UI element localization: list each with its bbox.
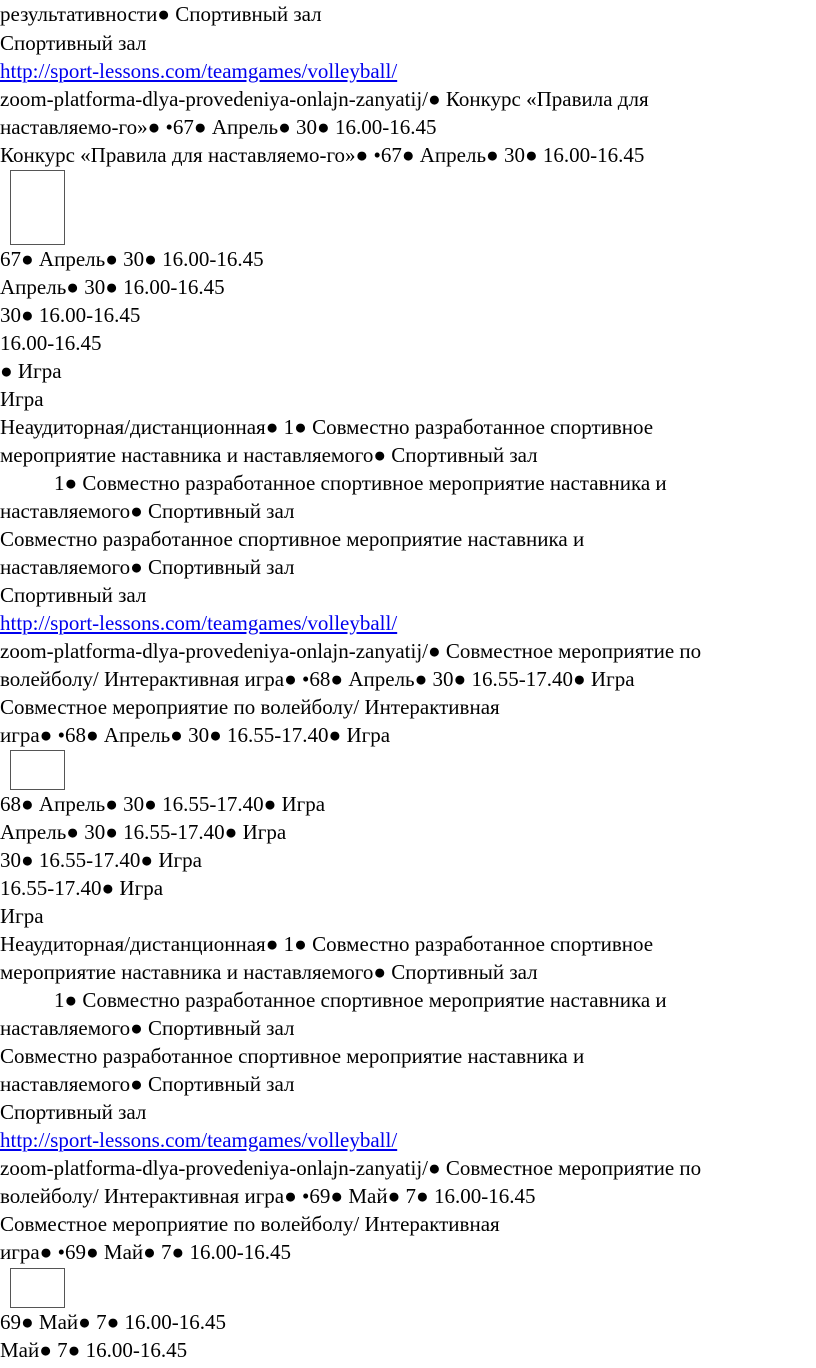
text-line: Апрель● 30● 16.00-16.45 [0,275,225,299]
volleyball-link[interactable]: http://sport-lessons.com/teamgames/volleyball/ [0,59,398,83]
text-line: Конкурс «Правила для наставляемо-го»● •67● Апрель● 30● 16.00-16.45 [0,143,645,167]
text-line: мероприятие наставника и наставляемого● Спортивный зал [0,960,538,984]
text-line: игра● •68● Апрель● 30● 16.55-17.40● Игра [0,723,391,747]
text-line: волейболу/ Интерактивная игра● •68● Апрель● 30● 16.55-17.40● Игра [0,667,635,691]
text-line: Май● 7● 16.00-16.45 [0,1338,188,1362]
text-line: наставляемого● Спортивный зал [0,1016,295,1040]
text-line: Спортивный зал [0,31,147,55]
text-line: Совместное мероприятие по волейболу/ Интерактивная [0,1212,500,1236]
text-line: Совместно разработанное спортивное мероприятие наставника и [0,527,585,551]
text-line: 69● Май● 7● 16.00-16.45 [0,1310,227,1334]
text-line: Спортивный зал [0,1100,147,1124]
text-line: наставляемого● Спортивный зал [0,555,295,579]
text-line: Совместно разработанное спортивное мероприятие наставника и [0,1044,585,1068]
text-line: игра● •69● Май● 7● 16.00-16.45 [0,1240,291,1264]
text-line: Игра [0,904,44,928]
text-line: наставляемого● Спортивный зал [0,1072,295,1096]
text-line: 1● Совместно разработанное спортивное мероприятие наставника и [54,988,667,1012]
text-line: результативности● Спортивный зал [0,2,322,26]
image-placeholder [10,170,65,245]
text-line: ● Игра [0,359,62,383]
text-line: 16.55-17.40● Игра [0,876,164,900]
text-line: наставляемо-го»● •67● Апрель● 30● 16.00-16.45 [0,115,437,139]
text-line: zoom-platforma-dlya-provedeniya-onlajn-zanyatij/● Совместное мероприятие по [0,1156,702,1180]
text-line: волейболу/ Интерактивная игра● •69● Май● 7● 16.00-16.45 [0,1184,536,1208]
text-line: мероприятие наставника и наставляемого● Спортивный зал [0,443,538,467]
text-line: 30● 16.55-17.40● Игра [0,848,202,872]
text-line: Неаудиторная/дистанционная● 1● Совместно разработанное спортивное [0,415,654,439]
text-line: zoom-platforma-dlya-provedeniya-onlajn-zanyatij/● Совместное мероприятие по [0,639,702,663]
text-line: наставляемого● Спортивный зал [0,499,295,523]
text-line: Игра [0,387,44,411]
text-line: Спортивный зал [0,583,147,607]
image-placeholder [10,750,65,790]
text-line: 30● 16.00-16.45 [0,303,141,327]
text-line: zoom-platforma-dlya-provedeniya-onlajn-zanyatij/● Конкурс «Правила для [0,87,649,111]
image-placeholder [10,1268,65,1308]
volleyball-link[interactable]: http://sport-lessons.com/teamgames/volleyball/ [0,611,398,635]
text-line: Совместное мероприятие по волейболу/ Интерактивная [0,695,500,719]
volleyball-link[interactable]: http://sport-lessons.com/teamgames/volleyball/ [0,1128,398,1152]
text-line: 68● Апрель● 30● 16.55-17.40● Игра [0,792,326,816]
text-line: 1● Совместно разработанное спортивное мероприятие наставника и [54,471,667,495]
text-line: 67● Апрель● 30● 16.00-16.45 [0,247,264,271]
text-line: 16.00-16.45 [0,331,102,355]
text-line: Апрель● 30● 16.55-17.40● Игра [0,820,287,844]
text-line: Неаудиторная/дистанционная● 1● Совместно разработанное спортивное [0,932,654,956]
